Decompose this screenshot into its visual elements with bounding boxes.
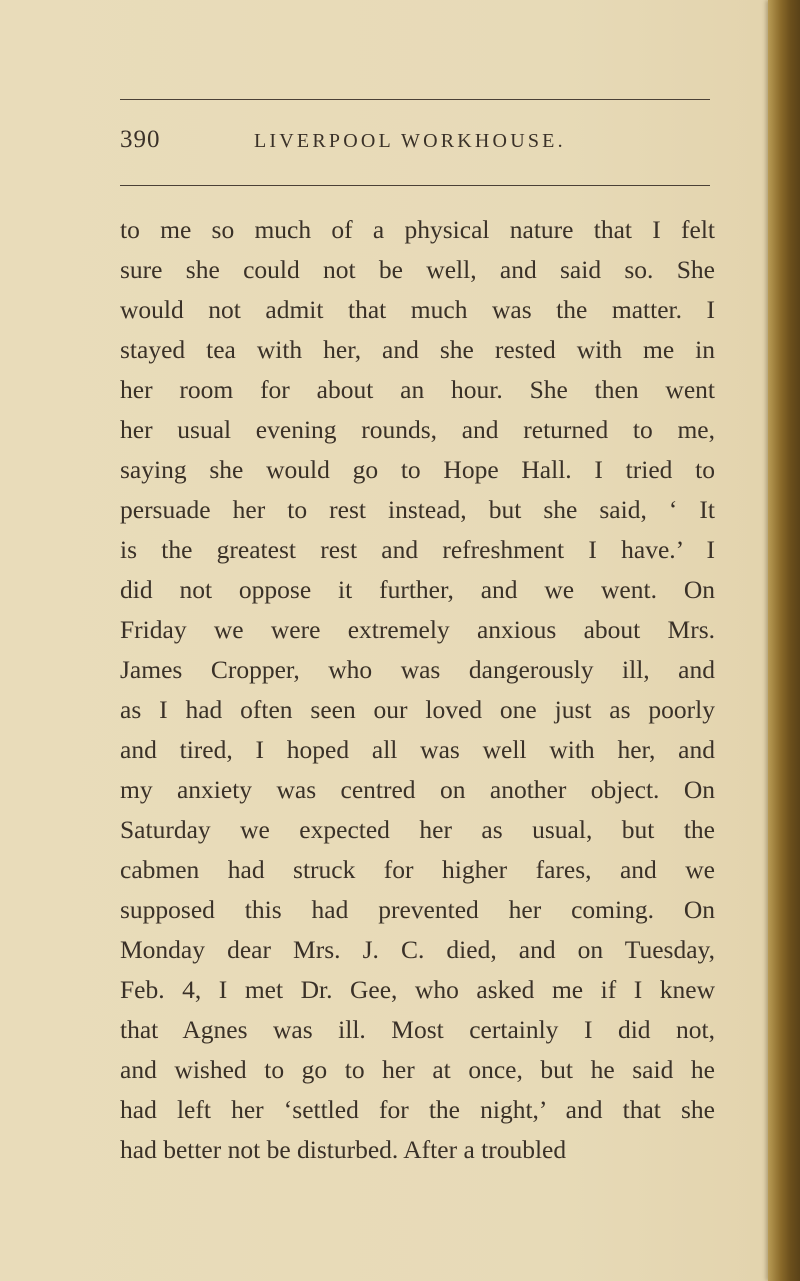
text-line: her usual evening rounds, and returned to me,	[120, 415, 715, 444]
text-line: persuade her to rest instead, but she said, ‘ It	[120, 495, 715, 524]
page-number: 390	[120, 126, 161, 153]
text-line: sure she could not be well, and said so. She	[120, 255, 715, 284]
running-title: LIVERPOOL WORKHOUSE.	[254, 130, 566, 152]
text-line: James Cropper, who was dangerously ill, and	[120, 655, 715, 684]
text-line: had better not be disturbed. After a troubled	[120, 1135, 567, 1164]
text-line: Friday we were extremely anxious about Mrs.	[120, 615, 715, 644]
running-header	[120, 126, 710, 162]
text-line: did not oppose it further, and we went. On	[120, 575, 715, 604]
text-line: as I had often seen our loved one just as poorly	[120, 695, 715, 724]
text-line: and tired, I hoped all was well with her, and	[120, 735, 715, 764]
text-line: would not admit that much was the matter. I	[120, 295, 715, 324]
header-bottom-rule	[120, 185, 710, 186]
text-line: saying she would go to Hope Hall. I tried to	[120, 455, 715, 484]
text-line: stayed tea with her, and she rested with me in	[120, 335, 715, 364]
text-line: supposed this had prevented her coming. On	[120, 895, 715, 924]
text-line: is the greatest rest and refreshment I have.’ I	[120, 535, 715, 564]
text-line: cabmen had struck for higher fares, and we	[120, 855, 715, 884]
page-edge-shadow	[768, 0, 800, 1281]
text-line: Feb. 4, I met Dr. Gee, who asked me if I knew	[120, 975, 715, 1004]
text-line: her room for about an hour. She then went	[120, 375, 715, 404]
text-line: that Agnes was ill. Most certainly I did not,	[120, 1015, 715, 1044]
text-line: to me so much of a physical nature that I felt	[120, 215, 715, 244]
text-line: my anxiety was centred on another object. On	[120, 775, 715, 804]
text-line: Saturday we expected her as usual, but the	[120, 815, 715, 844]
text-line: and wished to go to her at once, but he said he	[120, 1055, 715, 1084]
header-top-rule	[120, 99, 710, 100]
text-line: had left her ‘settled for the night,’ and that she	[120, 1095, 715, 1124]
text-line: Monday dear Mrs. J. C. died, and on Tuesday,	[120, 935, 715, 964]
body-text	[120, 210, 715, 1170]
